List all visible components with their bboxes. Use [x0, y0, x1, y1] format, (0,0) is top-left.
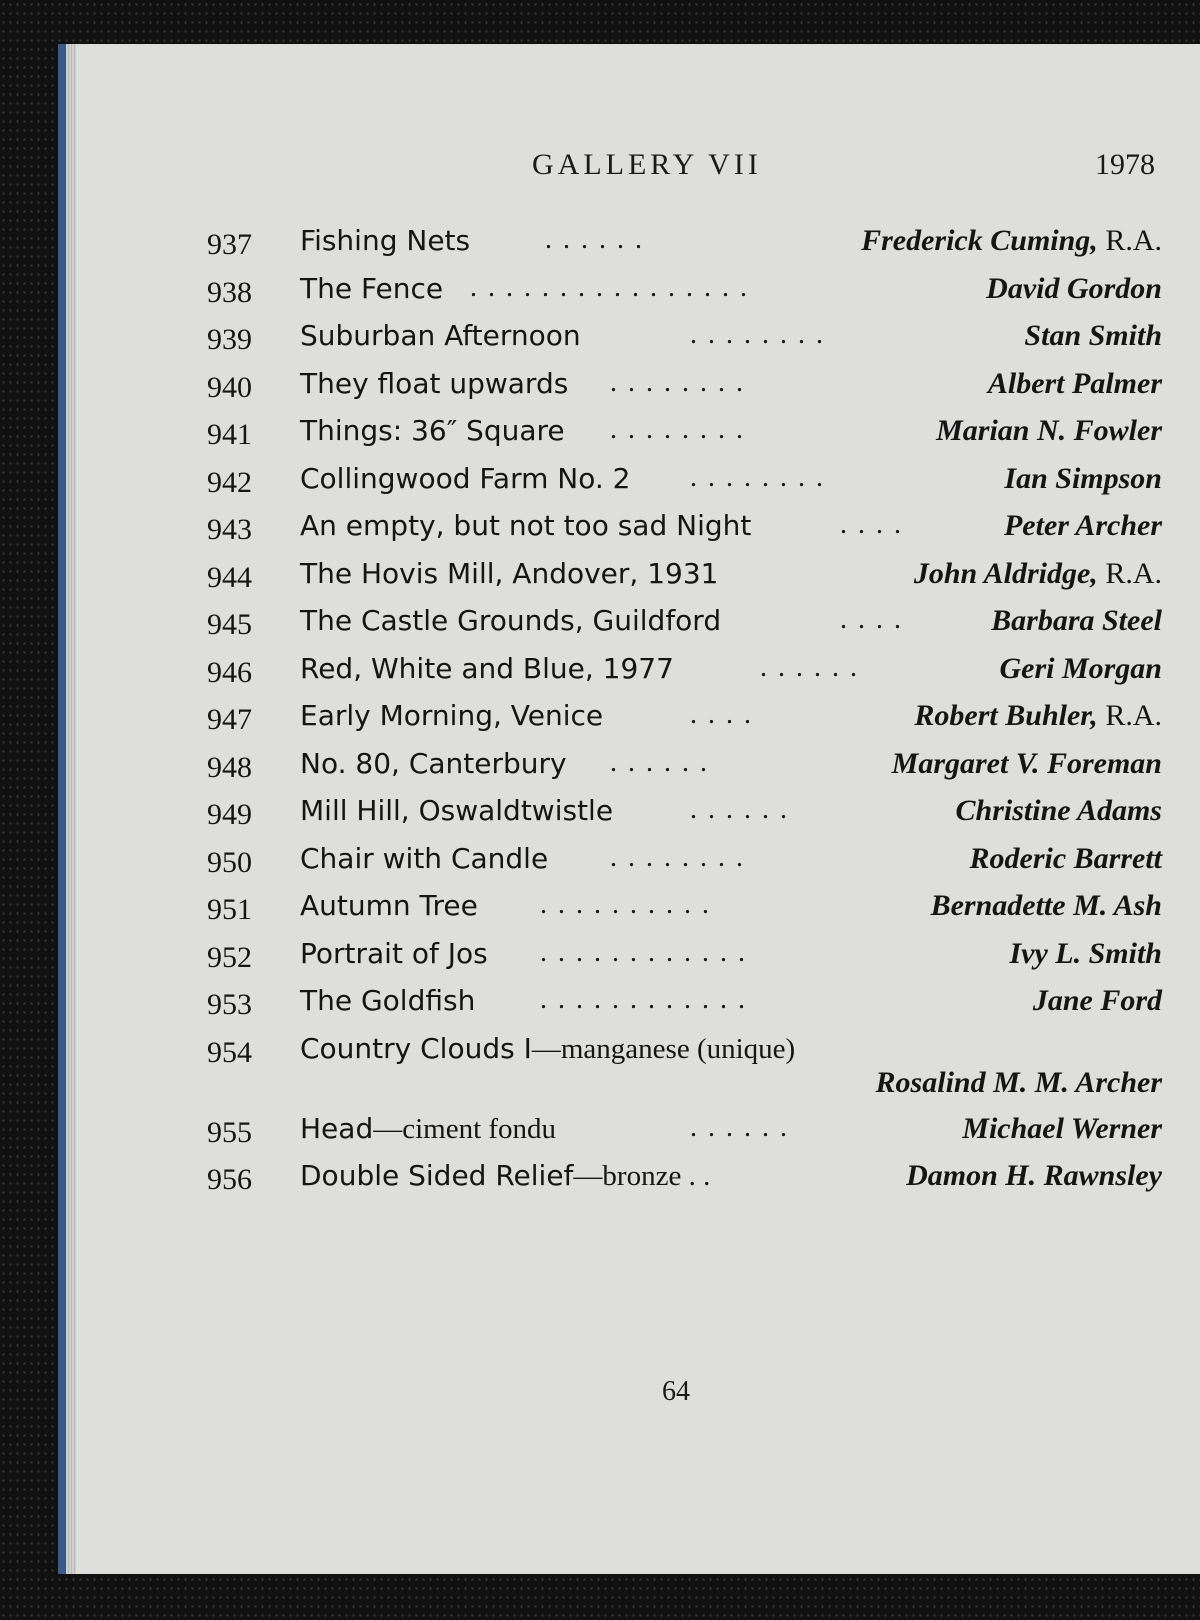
- artist-honour: R.A.: [1097, 557, 1162, 590]
- entry-title: [300, 842, 548, 875]
- catalogue-entry: [0, 458, 1200, 506]
- entry-title-text: Chair with Candle: [300, 842, 549, 875]
- catalogue-entry: [0, 648, 1200, 696]
- entry-number: 954: [207, 1036, 252, 1069]
- entry-title-text: Double Sided Relief: [300, 1159, 574, 1192]
- entry-number: 953: [207, 988, 252, 1021]
- entry-title: [300, 367, 568, 400]
- entry-title: [300, 652, 674, 685]
- entry-artist: [986, 272, 1162, 306]
- artist-name: Stan Smith: [1024, 319, 1162, 352]
- entry-artist: [1024, 319, 1162, 353]
- entry-title: [300, 747, 567, 780]
- entry-title-text: The Hovis Mill, Andover, 1931: [300, 557, 719, 590]
- entry-title-text: Country Clouds I: [300, 1032, 532, 1065]
- entry-title-text: Fishing Nets: [300, 224, 471, 257]
- entry-artist: [988, 367, 1162, 401]
- entry-title: [300, 984, 475, 1017]
- entry-artist: [876, 1066, 1162, 1100]
- page-number: 64: [662, 1376, 690, 1407]
- entry-title-text: Portrait of Jos: [300, 937, 488, 970]
- entry-number: 949: [207, 798, 252, 831]
- entry-number: 937: [207, 228, 252, 261]
- catalogue-entry: [0, 933, 1200, 981]
- entry-number: 946: [207, 656, 252, 689]
- artist-name: Margaret V. Foreman: [891, 747, 1162, 780]
- artist-name: Ian Simpson: [1004, 462, 1162, 495]
- entry-artist: [914, 557, 1162, 591]
- entry-number: 942: [207, 466, 252, 499]
- entry-artist: [861, 224, 1162, 258]
- artist-honour: R.A.: [1097, 699, 1162, 732]
- artist-name: Jane Ford: [1032, 984, 1162, 1017]
- entry-title: [300, 699, 603, 732]
- artist-name: Geri Morgan: [999, 652, 1162, 685]
- entry-artist: [962, 1112, 1162, 1146]
- entry-title-text: The Goldfish: [300, 984, 476, 1017]
- artist-name: Frederick Cuming,: [861, 224, 1098, 257]
- entry-title-text: No. 80, Canterbury: [300, 747, 567, 780]
- catalogue-entry: [0, 600, 1200, 648]
- entry-artist: [931, 889, 1162, 923]
- artist-name: David Gordon: [986, 272, 1162, 305]
- catalogue-entry: [0, 220, 1200, 268]
- entry-number: 940: [207, 371, 252, 404]
- entry-artist: [1004, 462, 1162, 496]
- leader-dots: . . . . . . . .: [610, 842, 745, 873]
- leader-dots: . . . . . . . .: [610, 414, 745, 445]
- entry-number: 945: [207, 608, 252, 641]
- entry-title: [300, 794, 613, 827]
- catalogue-entry: [0, 410, 1200, 458]
- entry-medium: —ciment fondu: [373, 1113, 557, 1145]
- catalogue-entry: [0, 980, 1200, 1028]
- catalogue-entry: [0, 505, 1200, 553]
- entry-number: 938: [207, 276, 252, 309]
- artist-name: Peter Archer: [1003, 509, 1162, 542]
- page-header: [0, 148, 1200, 188]
- entry-title: [300, 604, 721, 637]
- catalogue-entry: [0, 553, 1200, 601]
- entry-number: 952: [207, 941, 252, 974]
- catalogue-entry: [0, 695, 1200, 743]
- catalogue-entry: [0, 1155, 1200, 1203]
- entry-title-text: The Fence: [300, 272, 444, 305]
- artist-name: John Aldridge,: [913, 557, 1098, 590]
- entry-title: [300, 462, 630, 495]
- leader-dots: . . . . . . . .: [690, 462, 825, 493]
- artist-name: Barbara Steel: [991, 604, 1162, 637]
- entry-number: 951: [207, 893, 252, 926]
- entry-artist: [1004, 509, 1162, 543]
- entry-number: 939: [207, 323, 252, 356]
- entry-artist: [892, 747, 1162, 781]
- entry-artist: [1009, 937, 1162, 971]
- entry-number: 944: [207, 561, 252, 594]
- catalogue-entry: [0, 363, 1200, 411]
- catalogue-entry: [0, 743, 1200, 791]
- catalogue-entry: [0, 790, 1200, 838]
- entry-medium: —bronze . .: [573, 1160, 711, 1192]
- catalogue-entry: [0, 1028, 1200, 1099]
- leader-dots: . . . . . . . . . . . .: [540, 937, 747, 968]
- leader-dots: . . . . . . . .: [610, 367, 745, 398]
- catalogue-entry: [0, 1108, 1200, 1156]
- entry-title-text: Things: 36″ Square: [300, 414, 565, 447]
- artist-name: Christine Adams: [955, 794, 1162, 827]
- leader-dots: . . . . . . . . . . . . . . . .: [470, 272, 749, 303]
- entry-title-text: An empty, but not too sad Night: [300, 509, 752, 542]
- entry-number: 941: [207, 418, 252, 451]
- entry-medium: —manganese (unique): [531, 1033, 796, 1065]
- catalogue-entry: [0, 268, 1200, 316]
- artist-name: Rosalind M. M. Archer: [875, 1066, 1162, 1099]
- entry-title-text: Autumn Tree: [300, 889, 478, 922]
- leader-dots: . . . . . . . . . .: [540, 889, 711, 920]
- entry-title-text: Collingwood Farm No. 2: [300, 462, 631, 495]
- entry-title: [300, 414, 565, 447]
- artist-name: Roderic Barrett: [969, 842, 1162, 875]
- entry-number: 947: [207, 703, 252, 736]
- entry-number: 950: [207, 846, 252, 879]
- entry-title: [300, 937, 488, 970]
- entry-title-text: Mill Hill, Oswaldtwistle: [300, 794, 614, 827]
- leader-dots: . . . . . .: [760, 652, 859, 683]
- entry-title: [300, 557, 718, 590]
- entry-number: 955: [207, 1116, 252, 1149]
- entry-title-text: Red, White and Blue, 1977: [300, 652, 674, 685]
- artist-name: Albert Palmer: [987, 367, 1162, 400]
- entry-artist: [970, 842, 1163, 876]
- entry-title: [300, 1159, 710, 1193]
- leader-dots: . . . .: [690, 699, 753, 730]
- catalogue-entry: [0, 838, 1200, 886]
- leader-dots: . . . . . . . .: [690, 319, 825, 350]
- artist-name: Damon H. Rawnsley: [906, 1159, 1162, 1192]
- entry-title-text: They float upwards: [300, 367, 569, 400]
- entry-title: [300, 509, 751, 542]
- artist-name: Marian N. Fowler: [936, 414, 1162, 447]
- entry-title-text: Suburban Afternoon: [300, 319, 581, 352]
- entry-title: [300, 889, 478, 922]
- gallery-title: GALLERY VII: [532, 148, 762, 181]
- artist-name: Bernadette M. Ash: [930, 889, 1162, 922]
- leader-dots: . . . . . .: [690, 794, 789, 825]
- leader-dots: . . . . . .: [545, 224, 644, 255]
- artist-name: Michael Werner: [962, 1112, 1162, 1145]
- artist-name: Robert Buhler,: [914, 699, 1098, 732]
- entry-artist: [1033, 984, 1162, 1018]
- entry-title: [300, 1112, 556, 1146]
- entry-title: [300, 224, 470, 257]
- entry-title-text: Head: [300, 1112, 374, 1145]
- entry-artist: [956, 794, 1162, 828]
- leader-dots: . . . .: [840, 604, 903, 635]
- entry-artist: [999, 652, 1162, 686]
- leader-dots: . . . . . .: [690, 1112, 789, 1143]
- entry-artist: [914, 699, 1162, 733]
- year: 1978: [1095, 148, 1155, 181]
- artist-honour: R.A.: [1097, 224, 1162, 257]
- entry-title-text: Early Morning, Venice: [300, 699, 604, 732]
- catalogue-entry: [0, 315, 1200, 363]
- entry-artist: [991, 604, 1162, 638]
- entry-title: [300, 319, 581, 352]
- entry-number: 948: [207, 751, 252, 784]
- entry-number: 943: [207, 513, 252, 546]
- leader-dots: . . . . . . . . . . . .: [540, 984, 747, 1015]
- entry-title: [300, 272, 443, 305]
- leader-dots: . . . . . .: [610, 747, 709, 778]
- entry-artist: [906, 1159, 1162, 1193]
- entry-number: 956: [207, 1163, 252, 1196]
- entry-artist: [936, 414, 1162, 448]
- leader-dots: . . . .: [840, 509, 903, 540]
- catalogue-entry: [0, 885, 1200, 933]
- entry-title-text: The Castle Grounds, Guildford: [300, 604, 722, 637]
- entry-title: [300, 1032, 795, 1066]
- artist-name: Ivy L. Smith: [1009, 937, 1162, 970]
